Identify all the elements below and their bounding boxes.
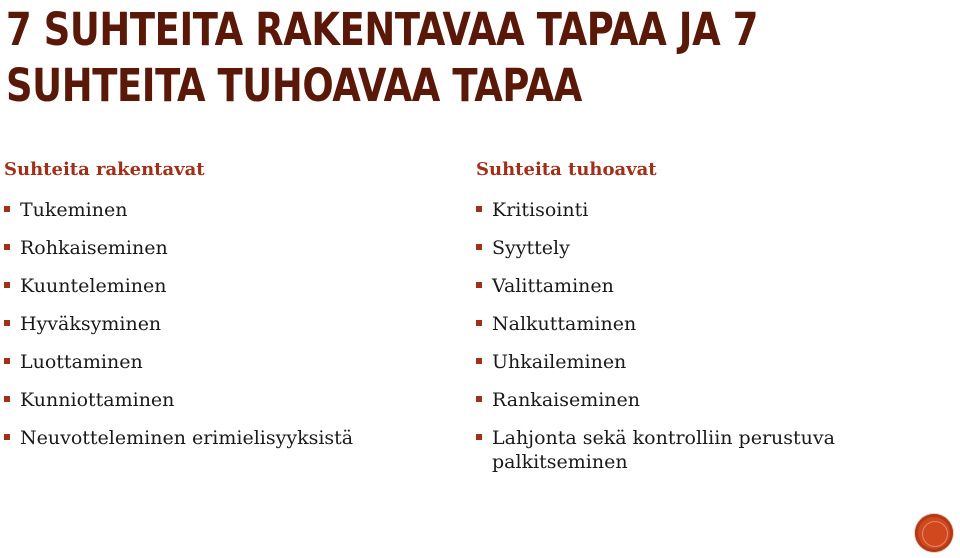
- square-bullet-icon: [476, 358, 482, 364]
- square-bullet-icon: [476, 396, 482, 402]
- list-item-text: Lahjonta sekä kontrolliin perustuva palkitseminen: [492, 427, 835, 473]
- square-bullet-icon: [476, 206, 482, 212]
- destructive-column: [476, 152, 956, 474]
- square-bullet-icon: [4, 434, 10, 440]
- list-item: [476, 350, 956, 388]
- list-item: [476, 236, 956, 274]
- square-bullet-icon: [4, 282, 10, 288]
- list-item-text: Rohkaiseminen: [20, 237, 168, 259]
- list-item: [476, 274, 956, 312]
- constructive-column: [4, 152, 454, 464]
- square-bullet-icon: [4, 358, 10, 364]
- square-bullet-icon: [4, 320, 10, 326]
- square-bullet-icon: [476, 244, 482, 250]
- square-bullet-icon: [4, 244, 10, 250]
- list-item-text: Kritisointi: [492, 199, 589, 221]
- list-item: [476, 388, 956, 426]
- square-bullet-icon: [476, 434, 482, 440]
- list-item: [4, 274, 454, 312]
- list-item: [4, 426, 454, 464]
- list-item-text: Rankaiseminen: [492, 389, 641, 411]
- list-item: [4, 312, 454, 350]
- list-item: [476, 312, 956, 350]
- list-item-text: Kunniottaminen: [20, 389, 175, 411]
- circle-logo-icon: [915, 514, 953, 552]
- destructive-list: [476, 198, 956, 474]
- list-item: [476, 198, 956, 236]
- square-bullet-icon: [4, 206, 10, 212]
- square-bullet-icon: [476, 320, 482, 326]
- list-item-text: Uhkaileminen: [492, 351, 627, 373]
- list-item: [476, 426, 956, 474]
- destructive-heading: Suhteita tuhoavat: [476, 159, 657, 180]
- list-item: [4, 198, 454, 236]
- list-item-text: Syyttely: [492, 237, 570, 259]
- square-bullet-icon: [4, 396, 10, 402]
- list-item: [4, 388, 454, 426]
- list-item-text: Nalkuttaminen: [492, 313, 637, 335]
- list-item-text: Tukeminen: [20, 199, 128, 221]
- list-item-text: Neuvotteleminen erimielisyyksistä: [20, 427, 354, 449]
- constructive-list: [4, 198, 454, 464]
- slide-title: 7 SUHTEITA RAKENTAVAA TAPAA JA 7 SUHTEITA TUHOAVAA TAPAA: [6, 3, 758, 112]
- list-item-text: Hyväksyminen: [20, 313, 162, 335]
- square-bullet-icon: [476, 282, 482, 288]
- list-item-text: Kuunteleminen: [20, 275, 167, 297]
- list-item-text: Valittaminen: [492, 275, 614, 297]
- list-item: [4, 236, 454, 274]
- constructive-heading: Suhteita rakentavat: [4, 159, 205, 180]
- list-item-text: Luottaminen: [20, 351, 143, 373]
- list-item: [4, 350, 454, 388]
